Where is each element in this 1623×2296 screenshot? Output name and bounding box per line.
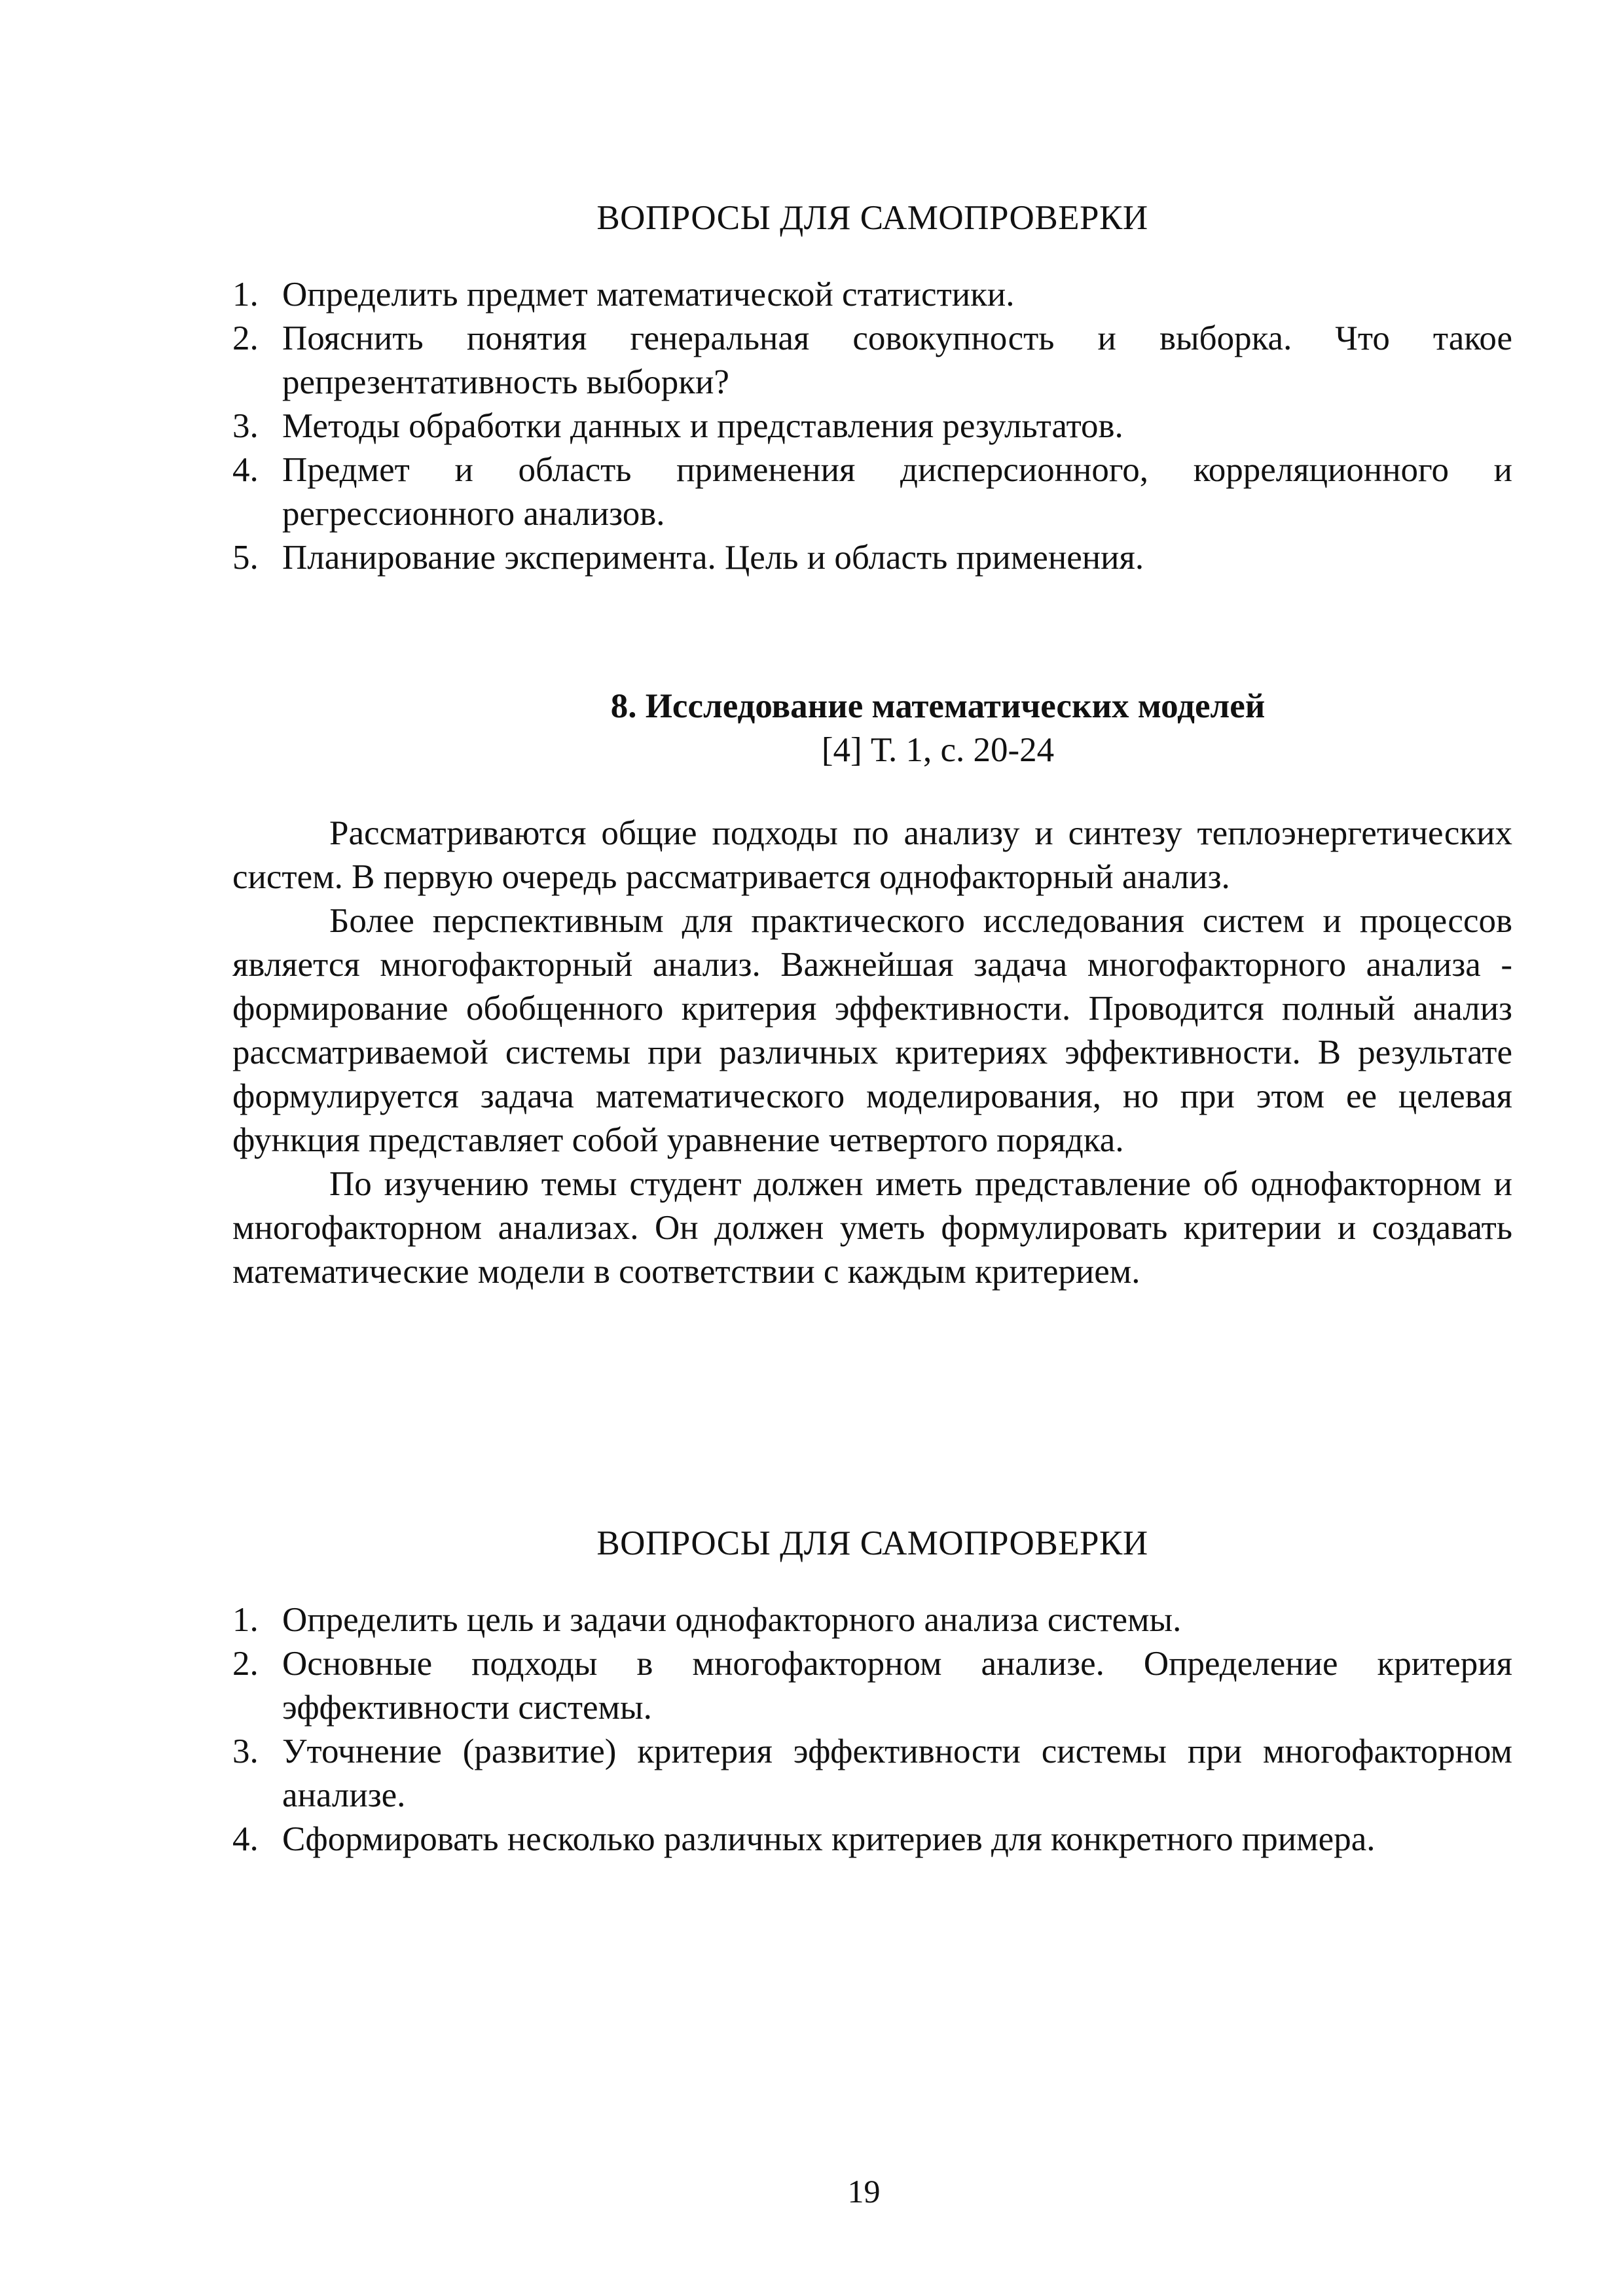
list-item xyxy=(232,1598,1512,1642)
section-2-heading: ВОПРОСЫ ДЛЯ САМОПРОВЕРКИ xyxy=(596,1524,1148,1562)
list-item-number: 5. xyxy=(232,539,259,577)
chapter-title: 8. Исследование математических моделей xyxy=(610,687,1266,725)
list-item-text: Определить цель и задачи однофакторного анализа системы. xyxy=(282,1601,1182,1639)
list-item xyxy=(232,404,1512,448)
list-item xyxy=(232,1642,1512,1730)
list-item-number: 3. xyxy=(232,407,259,445)
list-item-text: Предмет и область применения дисперсионного, корреляционного и регрессионного анализов. xyxy=(282,451,1512,533)
page-number: 19 xyxy=(847,2173,881,2210)
section-1-heading: ВОПРОСЫ ДЛЯ САМОПРОВЕРКИ xyxy=(596,199,1148,237)
chapter-reference: [4] Т. 1, с. 20-24 xyxy=(821,731,1055,769)
list-item xyxy=(232,1818,1512,1861)
list-item-number: 2. xyxy=(232,319,259,357)
list-item-number: 4. xyxy=(232,1820,259,1858)
list-item-number: 1. xyxy=(232,1601,259,1639)
list-item-number: 4. xyxy=(232,451,259,489)
list-item-text: Сформировать несколько различных критериев для конкретного примера. xyxy=(282,1820,1376,1858)
list-item xyxy=(232,448,1512,536)
list-item xyxy=(232,273,1512,317)
list-item-text: Уточнение (развитие) критерия эффективности системы при многофакторном анализе. xyxy=(282,1732,1512,1814)
paragraph: Рассматриваются общие подходы по анализу и синтезу теплоэнергетических систем. В первую очередь рассматривается однофакторный анализ. xyxy=(232,814,1512,896)
section-1-question-list xyxy=(232,273,1512,580)
list-item xyxy=(232,1730,1512,1818)
section-2-question-list xyxy=(232,1598,1512,1861)
list-item-text: Определить предмет математической статистики. xyxy=(282,276,1015,314)
list-item-number: 3. xyxy=(232,1732,259,1770)
list-item xyxy=(232,536,1512,580)
chapter-section xyxy=(232,685,1512,1294)
list-item-text: Пояснить понятия генеральная совокупность и выборка. Что такое репрезентативность выборки? xyxy=(282,319,1512,401)
list-item xyxy=(232,317,1512,404)
list-item-text: Методы обработки данных и представления результатов. xyxy=(282,407,1123,445)
chapter-body xyxy=(232,812,1512,1294)
list-item-number: 1. xyxy=(232,276,259,314)
list-item-number: 2. xyxy=(232,1645,259,1683)
paragraph: По изучению темы студент должен иметь представление об однофакторном и многофакторном анализах. Он должен уметь формулировать критерии и создавать математические модели в соответствии с каждым критерием. xyxy=(232,1165,1512,1291)
paragraph: Более перспективным для практического исследования систем и процессов является многофакторный анализ. Важнейшая задача многофакторного анализа - формирование обобщенного критерия эффективности. Проводится полный анализ рассматриваемой системы при различных критериях эффективности. В результате формулируется задача математического моделирования, но при этом ее целевая функция представляет собой уравнение четвертого порядка. xyxy=(232,902,1512,1159)
self-check-section-2 xyxy=(232,1522,1512,1861)
list-item-text: Основные подходы в многофакторном анализе. Определение критерия эффективности системы. xyxy=(282,1645,1512,1727)
self-check-section-1 xyxy=(232,196,1512,580)
list-item-text: Планирование эксперимента. Цель и область применения. xyxy=(282,539,1144,577)
